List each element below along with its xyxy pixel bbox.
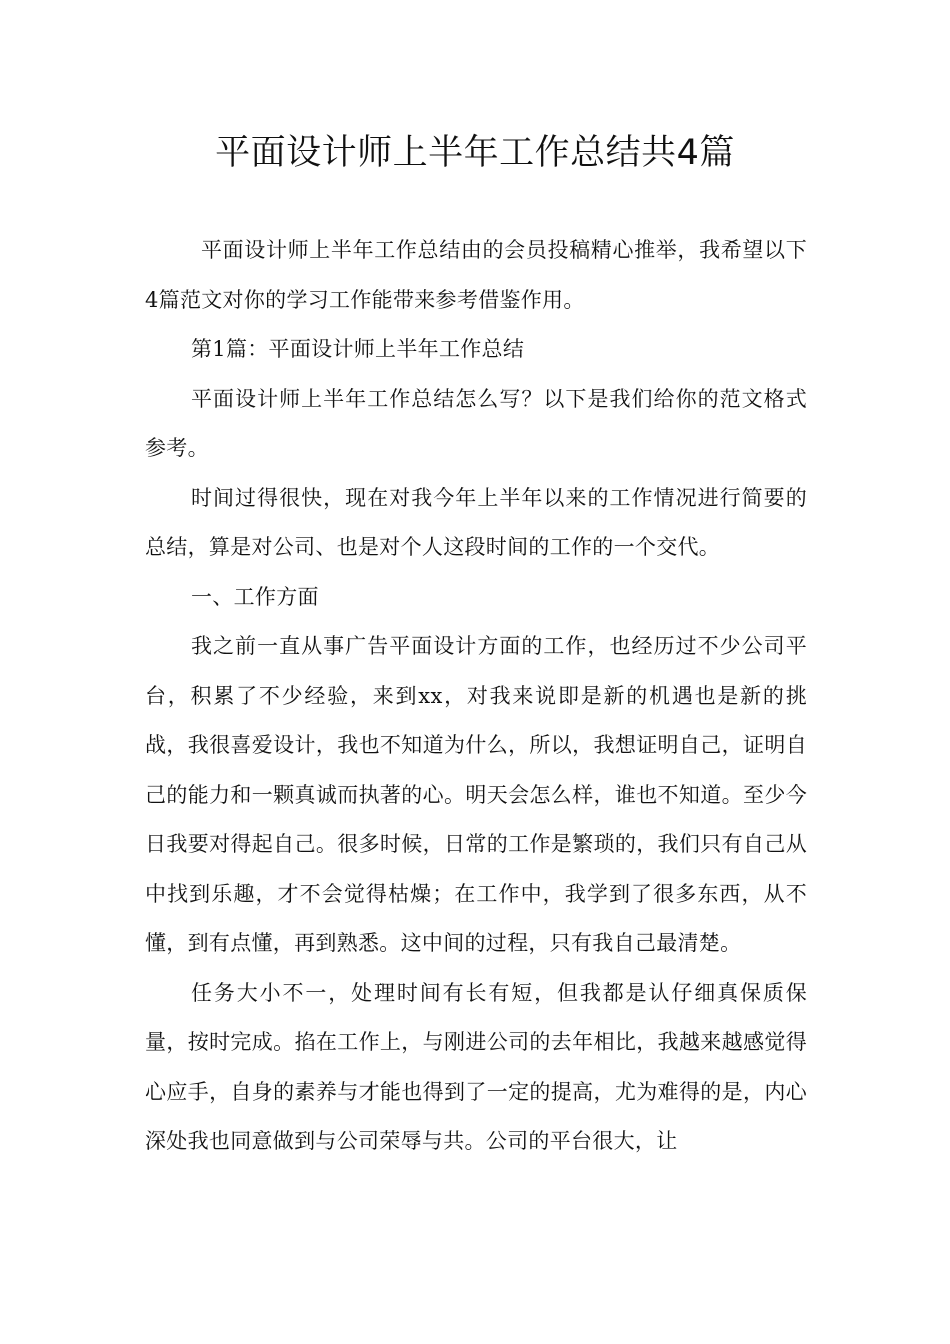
body-paragraph: 我之前一直从事广告平面设计方面的工作，也经历过不少公司平台，积累了不少经验，来到xx，对我来说即是新的机遇也是新的挑战，我很喜爱设计，我也不知道为什么，所以，我想证明自己，证明自己的能力和一颗真诚而执著的心。明天会怎么样，谁也不知道。至少今日我要对得起自己。很多时候，日常的工作是繁琐的，我们只有自己从中找到乐趣，才不会觉得枯燥；在工作中，我学到了很多东西，从不懂，到有点懂，再到熟悉。这中间的过程，只有我自己最清楚。 (145, 634, 807, 955)
intro-paragraph: 平面设计师上半年工作总结由的会员投稿精心推举，我希望以下4篇范文对你的学习工作能带来参考借鉴作用。 (145, 238, 807, 312)
body-paragraph: 时间过得很快，现在对我今年上半年以来的工作情况进行简要的总结，算是对公司、也是对个人这段时间的工作的一个交代。 (145, 485, 807, 559)
subsection-heading-work: 一、工作方面 (191, 584, 319, 609)
section-heading-part-1: 第1篇：平面设计师上半年工作总结 (191, 337, 525, 361)
body-paragraph: 平面设计师上半年工作总结怎么写？以下是我们给你的范文格式参考。 (145, 386, 807, 460)
body-paragraph: 任务大小不一，处理时间有长有短，但我都是认仔细真保质保量，按时完成。掐在工作上，与刚进公司的去年相比，我越来越感觉得心应手，自身的素养与才能也得到了一定的提高，尤为难得的是，内心深处我也同意做到与公司荣辱与共。公司的平台很大，让 (145, 980, 807, 1153)
document-body (145, 226, 807, 1167)
document-title: 平面设计师上半年工作总结共4篇 (215, 133, 735, 173)
